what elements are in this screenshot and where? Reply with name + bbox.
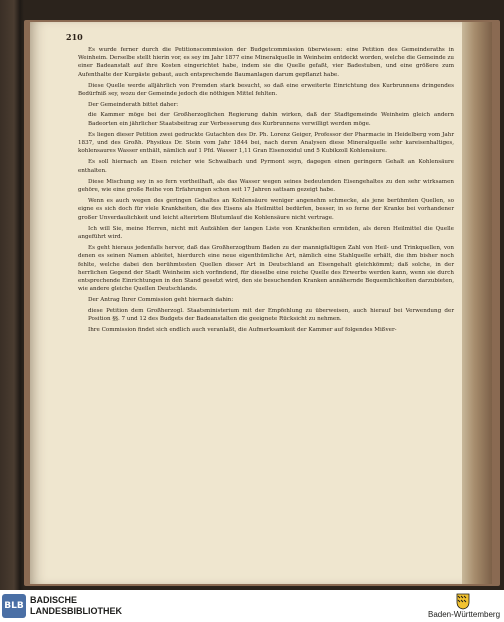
paragraph: Diese Quelle werde alljährlich von Fremden stark besucht, so daß eine erweiterte Einrichtung des Kurbrunnens dringendes Bedürfniß sey, wozu der Gemeinde jedoch die nöthigen Mittel fehlten. (78, 82, 454, 98)
paragraph: Es soll hiernach an Eisen reicher wie Schwalbach und Pyrmont seyn, dagegen einen geringern Gehalt an Kohlensäure enthalten. (78, 159, 454, 174)
petition-quote: die Kammer möge bei der Großherzoglichen Regierung dahin wirken, daß der Stadtgemeinde Weinheim gleich andern Badeorten ein jährlicher Staatsbeitrag zur Verbesserung des Kurbrunnens verwilligt werden möge. (88, 112, 454, 127)
blb-logo-icon: BLB (2, 594, 26, 618)
coat-of-arms-icon (454, 592, 472, 610)
section-lead: Der Antrag Ihrer Commission geht hiernach dahin: (88, 297, 234, 304)
page-gutter (462, 22, 492, 584)
library-name-line2: LANDESBIBLIOTHEK (30, 606, 122, 616)
library-name (30, 595, 122, 617)
paragraph: Ihre Commission findet sich endlich auch veranlaßt, die Aufmerksamkeit der Kammer auf folgendes Mißver- (88, 327, 397, 334)
library-name-line1: BADISCHE (30, 595, 78, 605)
paragraph: Es wurde ferner durch die Petitionscommission der Budgetcommission überwiesen: eine Petition des Gemeinderaths in Weinheim. Derselbe stellt hierin vor, es sey im Jahr 1877 eine Mineralquelle in Weinheim entdeckt worden, welche die Gemeinde zu einer Badeanstalt auf ihre Kosten eingerichtet habe, indem sie die Quelle gefaßt, vier Badestuben, und eine größere zum Aufenthalte der Kurgäste gebaut, auch entsprechende Baumanlagen darum gepflanzt habe. (78, 47, 454, 78)
paragraph: Wenn es auch wegen des geringen Gehaltes an Kohlensäure weniger angenehm schmecke, als jene berühmten Quellen, so eigne es sich doch für viele Krankheiten, die des Eisens als Heilmittel bedürfen, besser, in so ferne der Kranke bei vorhandener großer Unverdaulichkeit und leicht alterirtem Blutumlauf die Kohlensäure nicht vertrage. (78, 198, 454, 221)
paragraph: Ich will Sie, meine Herren, nicht mit Aufzählen der langen Liste von Krankheiten ermüden, als deren Heilmittel die Quelle angeführt wird. (78, 225, 454, 241)
section-lead: Der Gemeinderath bittet daher: (88, 102, 179, 109)
page-text-block (78, 46, 454, 337)
paragraph: Es geht hieraus jedenfalls hervor, daß das Großherzogthum Baden zu der mannigfaltigen Zahl von Heil- und Trinkquellen, von denen es seinen Namen ableitet, hierdurch eine neue eigenthümliche Art, nämlich eine Stahlquelle erhält, die ihm bisher noch fehlte, welche dabei den berühmtesten Quellen dieser Art in Deutschland an Eisengehalt gleichkömmt; daß solche, in der herrlichen Gegend der Stadt Weinheim sich vorfindend, für dieselbe eine reiche Quelle des Erwerbs werden kann, wenn sie durch entsprechende Einrichtungen in den Stand gesetzt wird, den sie besuchenden Kranken annähernde Bequemlichkeiten darzubieten, wie andere gleiche Quellen Deutschlands. (78, 245, 454, 293)
page-number: 210 (66, 32, 83, 42)
region-label: Baden-Württemberg (428, 610, 501, 619)
petition-quote: diese Petition dem Großherzogl. Staatsministerium mit der Empfehlung zu überweisen, auch hierauf bei Verwendung der Position §§. 7 und 12 des Budgets der Badeanstalten die geeignete Rücksicht zu nehmen. (88, 307, 454, 322)
paragraph: Es liegen dieser Petition zwei gedruckte Gutachten des Dr. Ph. Lorenz Geiger, Professor der Pharmacie in Heidelberg vom Jahr 1837, und des Großh. Physikus Dr. Stein vom Jahr 1844 bei, nach deren Analysen diese Mineralquelle sehr kareisenhaltiges, kohlensaures Wasser enthält, nämlich auf 1 Pfd. Wasser 1,11 Gran Eisenoxidul und 5 Kubikzoll Kohlensäure. (78, 131, 454, 155)
paragraph: Diese Mischung sey in so fern vortheilhaft, als das Wasser wegen seines bedeutenden Eisengehaltes zu den sehr wirksamen gehöre, wie eine große Reihe von Erfahrungen schon seit 17 Jahren sattsam gezeigt habe. (78, 178, 454, 194)
